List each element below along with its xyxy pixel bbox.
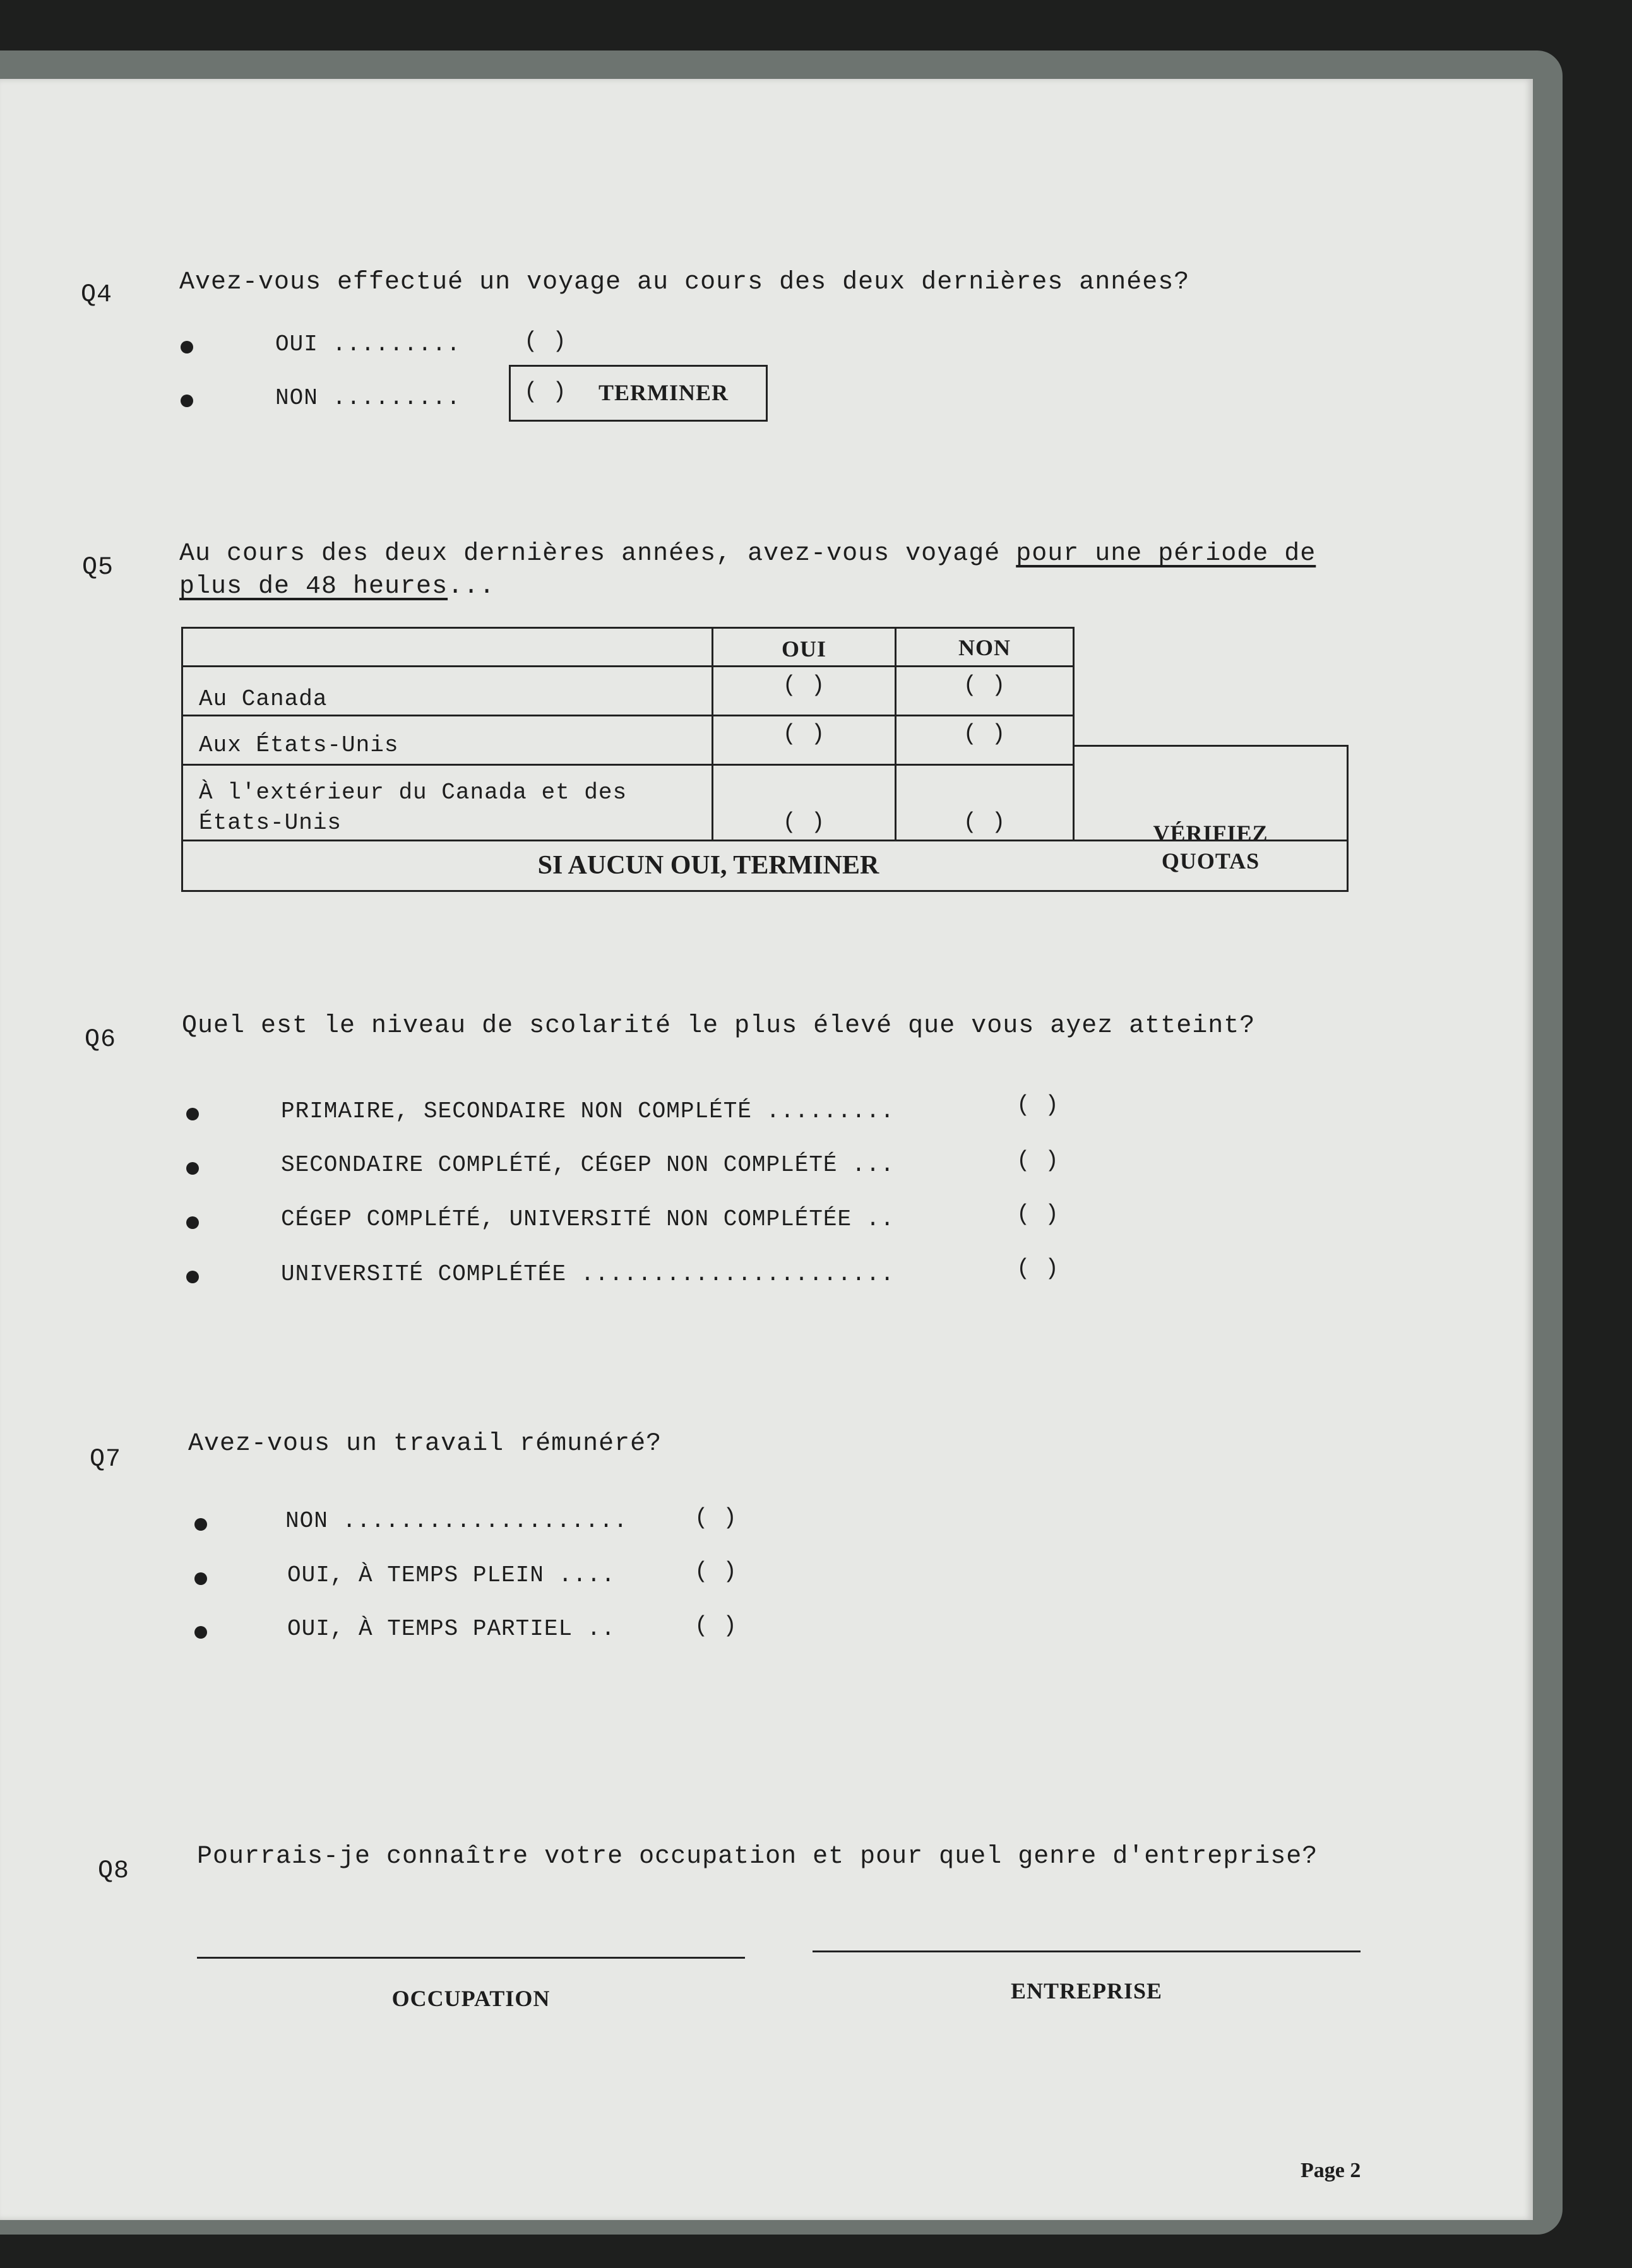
table-row-2-oui-checkbox[interactable]: ( ) [782, 721, 826, 747]
q7-option-1-checkbox[interactable]: ( ) [694, 1505, 737, 1531]
q8-question: Pourrais-je connaître votre occupation et pour quel genre d'entreprise? [197, 1843, 1318, 1871]
q4-option-oui-label: OUI [275, 331, 318, 357]
bullet-icon [186, 1162, 199, 1175]
q7-option-3: OUI, À TEMPS PARTIEL .. [287, 1616, 616, 1642]
q6-option-2: SECONDAIRE COMPLÉTÉ, CÉGEP NON COMPLÉTÉ ... [281, 1152, 895, 1178]
q7-option-2: OUI, À TEMPS PLEIN .... [287, 1562, 616, 1588]
q6-option-1: PRIMAIRE, SECONDAIRE NON COMPLÉTÉ ......... [281, 1098, 895, 1124]
q7-option-3-checkbox[interactable]: ( ) [694, 1613, 737, 1639]
bullet-icon [181, 395, 193, 407]
verifiez-quotas-line2: QUOTAS [1161, 848, 1260, 874]
table-row-2-non-checkbox[interactable]: ( ) [963, 721, 1006, 747]
bullet-icon [186, 1271, 199, 1283]
q6-option-3: CÉGEP COMPLÉTÉ, UNIVERSITÉ NON COMPLÉTÉE .. [281, 1206, 895, 1232]
table-header-non: NON [958, 635, 1011, 660]
bullet-icon [194, 1626, 207, 1639]
entreprise-label: ENTREPRISE [1010, 1978, 1163, 2004]
q5-question-line2 [179, 573, 495, 601]
q4-question: Avez-vous effectué un voyage au cours des deux dernières années? [179, 268, 1190, 297]
table-row-3-non-checkbox[interactable]: ( ) [963, 809, 1006, 835]
q4-number: Q4 [81, 281, 113, 309]
q5-question-suffix: ... [448, 573, 496, 601]
q5-question-underlined-1: pour une période de [1016, 540, 1316, 568]
q4-terminer-label: TERMINER [599, 380, 729, 405]
bullet-icon [194, 1518, 207, 1531]
occupation-field[interactable] [197, 1957, 745, 1959]
q6-option-1-checkbox[interactable]: ( ) [1016, 1092, 1059, 1118]
verifiez-quotas-line1: VÉRIFIEZ [1153, 821, 1268, 846]
bullet-icon [186, 1108, 199, 1120]
q6-question: Quel est le niveau de scolarité le plus élevé que vous ayez atteint? [182, 1012, 1256, 1040]
table-footer-terminer: SI AUCUN OUI, TERMINER [537, 851, 879, 880]
occupation-label: OCCUPATION [391, 1986, 551, 2011]
q4-option-non-label: NON [275, 385, 318, 411]
entreprise-field[interactable] [813, 1950, 1361, 1952]
q4-non-checkbox[interactable]: ( ) [524, 379, 567, 405]
page-number: Page 2 [1301, 2159, 1361, 2182]
q7-question: Avez-vous un travail rémunéré? [188, 1430, 662, 1458]
q7-number: Q7 [90, 1446, 122, 1474]
q8-number: Q8 [98, 1857, 130, 1885]
q7-option-1: NON .................... [285, 1508, 628, 1534]
q5-question-text: Au cours des deux dernières années, avez-vous voyagé [179, 540, 1001, 568]
table-row-2-label: Aux États-Unis [199, 732, 399, 758]
bullet-icon [194, 1572, 207, 1585]
q4-option-oui [275, 331, 461, 357]
q4-oui-checkbox[interactable]: ( ) [524, 328, 567, 354]
q5-number: Q5 [82, 554, 114, 582]
q6-option-2-checkbox[interactable]: ( ) [1016, 1148, 1059, 1173]
bullet-icon [181, 341, 193, 353]
table-row-3-oui-checkbox[interactable]: ( ) [782, 809, 826, 835]
table-header-oui: OUI [781, 636, 826, 662]
q7-option-2-checkbox[interactable]: ( ) [694, 1559, 737, 1584]
table-row-1-oui-checkbox[interactable]: ( ) [782, 672, 826, 698]
q4-option-oui-dots: ......... [332, 331, 461, 357]
table-header-blank [181, 627, 713, 667]
q6-option-3-checkbox[interactable]: ( ) [1016, 1201, 1059, 1227]
questionnaire-page [0, 79, 1533, 2220]
table-row-1-label: Au Canada [199, 686, 328, 712]
bullet-icon [186, 1216, 199, 1229]
q6-number: Q6 [85, 1026, 117, 1054]
q5-question-line1 [179, 540, 1316, 568]
table-row-3-label-line2: États-Unis [199, 810, 342, 836]
q6-option-4: UNIVERSITÉ COMPLÉTÉE ...................... [281, 1261, 895, 1287]
q6-option-4-checkbox[interactable]: ( ) [1016, 1256, 1059, 1281]
table-row-1-non-checkbox[interactable]: ( ) [963, 672, 1006, 698]
q4-option-non [275, 385, 461, 411]
q4-option-non-dots: ......... [332, 385, 461, 411]
table-row-3-label-line1: À l'extérieur du Canada et des [199, 780, 628, 805]
q5-question-underlined-2: plus de 48 heures [179, 573, 448, 601]
